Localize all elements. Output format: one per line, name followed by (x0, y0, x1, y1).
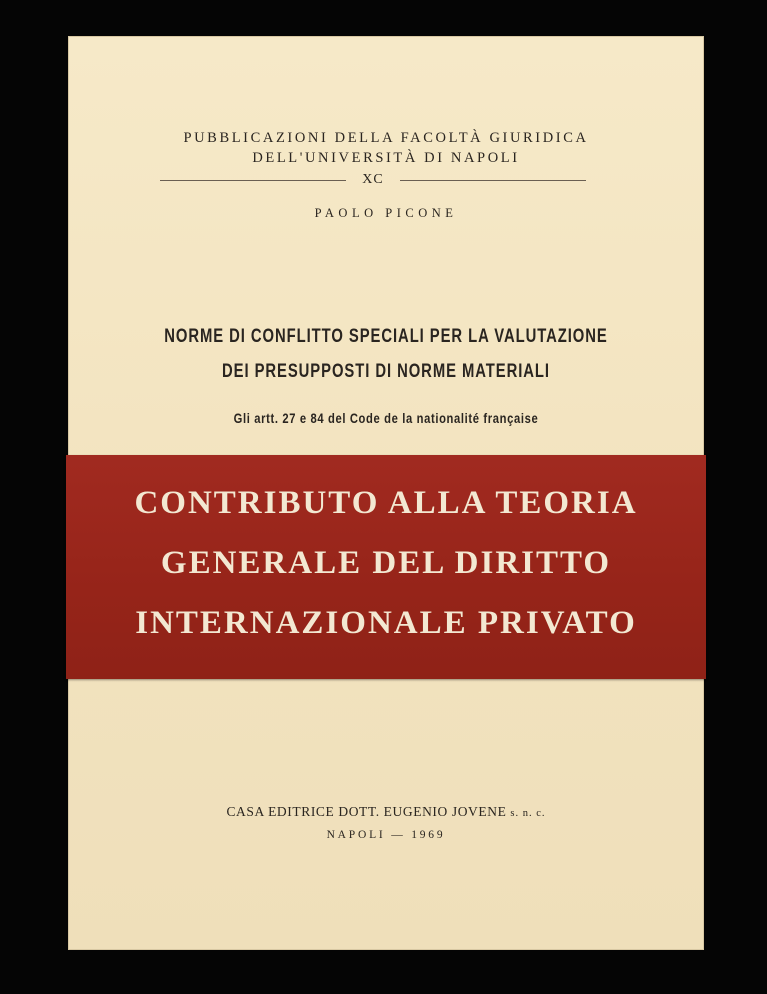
book-title (138, 319, 634, 389)
publisher-suffix: s. n. c. (510, 808, 546, 819)
title-line-1: NORME DI CONFLITTO SPECIALI PER LA VALUTAZIONE (164, 326, 608, 347)
publisher-line (68, 804, 704, 820)
series-line-1: PUBBLICAZIONI DELLA FACOLTÀ GIURIDICA (183, 130, 589, 146)
red-wrapper-band (66, 455, 706, 679)
publisher-name: CASA EDITRICE DOTT. EUGENIO JOVENE (226, 804, 507, 819)
series-line-2: DELL'UNIVERSITÀ DI NAPOLI (252, 150, 520, 166)
band-line-3: INTERNAZIONALE PRIVATO (135, 605, 637, 641)
series-heading (68, 128, 704, 168)
series-number: XC (362, 172, 384, 187)
publication-place-year: NAPOLI — 1969 (326, 829, 446, 841)
title-line-2: DEI PRESUPPOSTI DI NORME MATERIALI (222, 361, 550, 382)
band-line-2: GENERALE DEL DIRITTO (160, 545, 612, 581)
divider-right (400, 180, 586, 181)
book-subtitle: Gli artt. 27 e 84 del Code de la nationalité française (233, 410, 539, 426)
band-line-1: CONTRIBUTO ALLA TEORIA (134, 485, 638, 521)
series-number-row (160, 172, 586, 188)
author-name: PAOLO PICONE (314, 206, 458, 220)
